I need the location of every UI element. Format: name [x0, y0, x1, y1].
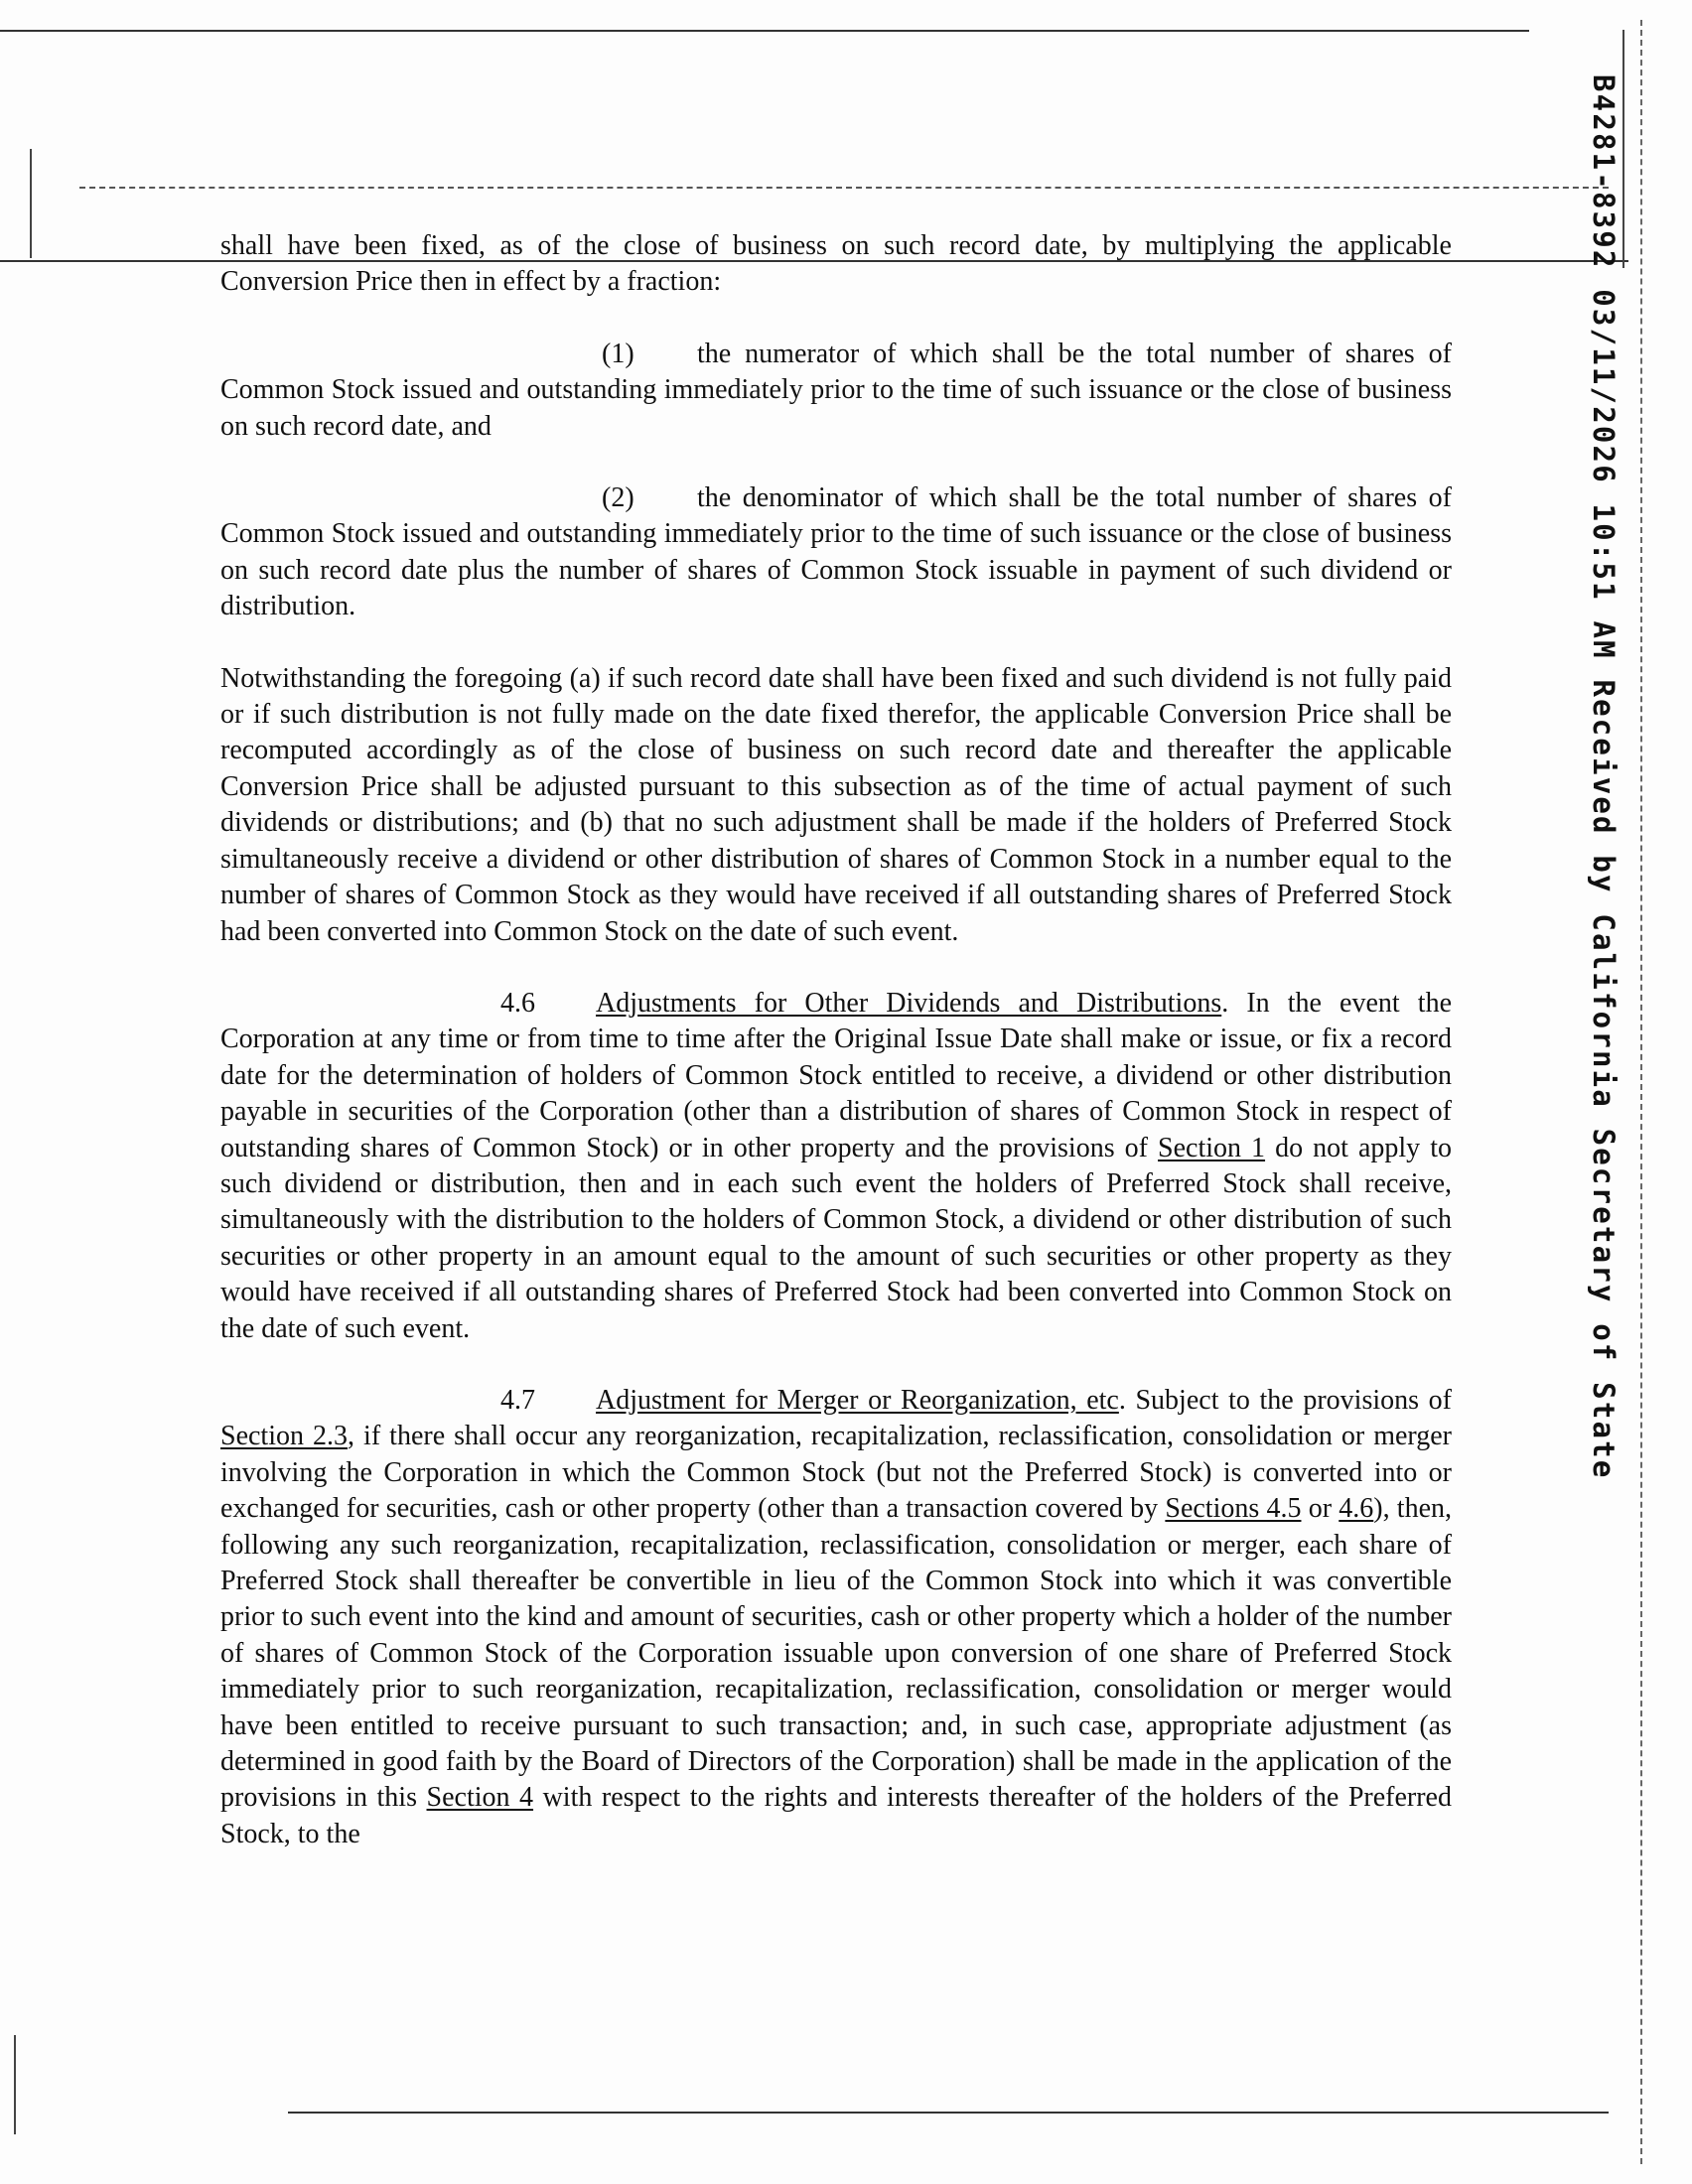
right-stamp-rule [1622, 30, 1624, 268]
section-text: , if there shall occur any reorganization, recapitalization, reclassification, consolidation or merger involving the Corporation in which the Common Stock (but not the Preferred Stock) is converted into or exchanged for securities, cash or other property (other than a transaction covered by [220, 1421, 1452, 1525]
section-heading: Adjustments for Other Dividends and Distributions [596, 987, 1222, 1019]
bottom-horizontal-rule [288, 2112, 1609, 2114]
paragraph-numerator [220, 337, 1452, 445]
section-text: . In the event the Corporation at any time or from time to time after the Original Issue Date shall make or issue, or fix a record date for the determination of holders of Common Stock entitled to receive, a dividend or other distribution payable in securities of the Corporation (other than a distribution of shares of Common Stock in respect of outstanding shares of Common Stock) or in other property and the provisions of [220, 987, 1453, 1163]
section-number: 4.6 [500, 987, 535, 1019]
paragraph-notwithstanding: Notwithstanding the foregoing (a) if such record date shall have been fixed and such dividend is not fully paid or if such distribution is not fully made on the date fixed therefor, the applicable Conversion Price shall be recomputed accordingly as of the close of business on such record date and thereafter the applicable Conversion Price shall be adjusted pursuant to this subsection as of the time of actual payment of such dividends or distributions; and (b) that no such adjustment shall be made if the holders of Preferred Stock simultaneously receive a dividend or other distribution of shares of Common Stock in a number equal to the number of shares of Common Stock as they would have received if all outstanding shares of Preferred Stock had been converted into Common Stock on the date of such event. [220, 662, 1452, 947]
top-dashed-line [79, 187, 1609, 189]
section-heading: Adjustment for Merger or Reorganization, etc [596, 1384, 1119, 1416]
section-text: with respect to the rights and interests thereafter of the holders of the Preferred Stock, to the [220, 1782, 1452, 1849]
section-text: . Subject to the provisions of [1118, 1384, 1452, 1416]
item-number: (1) [602, 338, 634, 369]
section-reference: Section 4 [426, 1782, 534, 1814]
section-text: ), then, following any such reorganization, recapitalization, reclassification, consolidation or merger, each share of Preferred Stock shall thereafter be convertible in lieu of the Common Stock into which it was convertible prior to such event into the kind and amount of securities, cash or other property which a holder of the number of shares of Common Stock of the Corporation issuable upon conversion of one share of Preferred Stock immediately prior to such reorganization, recapitalization, reclassification, consolidation or merger would have been entitled to receive pursuant to such transaction; and, in such case, appropriate adjustment (as determined in good faith by the Board of Directors of the Corporation) shall be made in the application of the provisions in this [220, 1493, 1453, 1814]
paragraph-denominator [220, 480, 1452, 625]
section-reference: 4.6 [1339, 1493, 1374, 1525]
section-text: do not apply to such dividend or distribution, then and in each such event the holders of Preferred Stock shall receive, simultaneously with the distribution to the holders of Common Stock, a dividend or other distribution of such securities or other property in an amount equal to the amount of such securities or other property as they would have received if all outstanding shares of Preferred Stock had been converted into Common Stock on the date of such event. [220, 1132, 1453, 1344]
denominator-text: the denominator of which shall be the total number of shares of Common Stock issued and outstanding immediately prior to the time of such issuance or the close of business on such record date plus the number of shares of Common Stock issuable in payment of such dividend or distribution. [220, 482, 1452, 622]
top-border-line [0, 30, 1529, 32]
left-edge-line-bottom [14, 2035, 16, 2134]
section-4-6 [220, 986, 1452, 1347]
section-reference: Sections 4.5 [1165, 1493, 1302, 1525]
section-number: 4.7 [500, 1384, 535, 1416]
paragraph-fraction-intro: shall have been fixed, as of the close of business on such record date, by multiplying the applicable Conversion Price then in effect by a fraction: [220, 230, 1452, 298]
received-stamp: B4281-8392 03/11/2026 10:51 AM Received by California Secretary of State [1587, 74, 1621, 1480]
section-text: or [1301, 1493, 1340, 1525]
section-4-7 [220, 1383, 1452, 1852]
item-number: (2) [602, 482, 634, 514]
numerator-text: the numerator of which shall be the total number of shares of Common Stock issued and outstanding immediately prior to the time of such issuance or the close of business on such record date, and [220, 338, 1452, 442]
document-body [220, 228, 1452, 1852]
section-reference: Section 2.3 [220, 1421, 349, 1452]
section-reference: Section 1 [1158, 1132, 1266, 1163]
left-edge-line-top [30, 149, 32, 258]
right-edge-dashed-line [1640, 20, 1642, 2164]
